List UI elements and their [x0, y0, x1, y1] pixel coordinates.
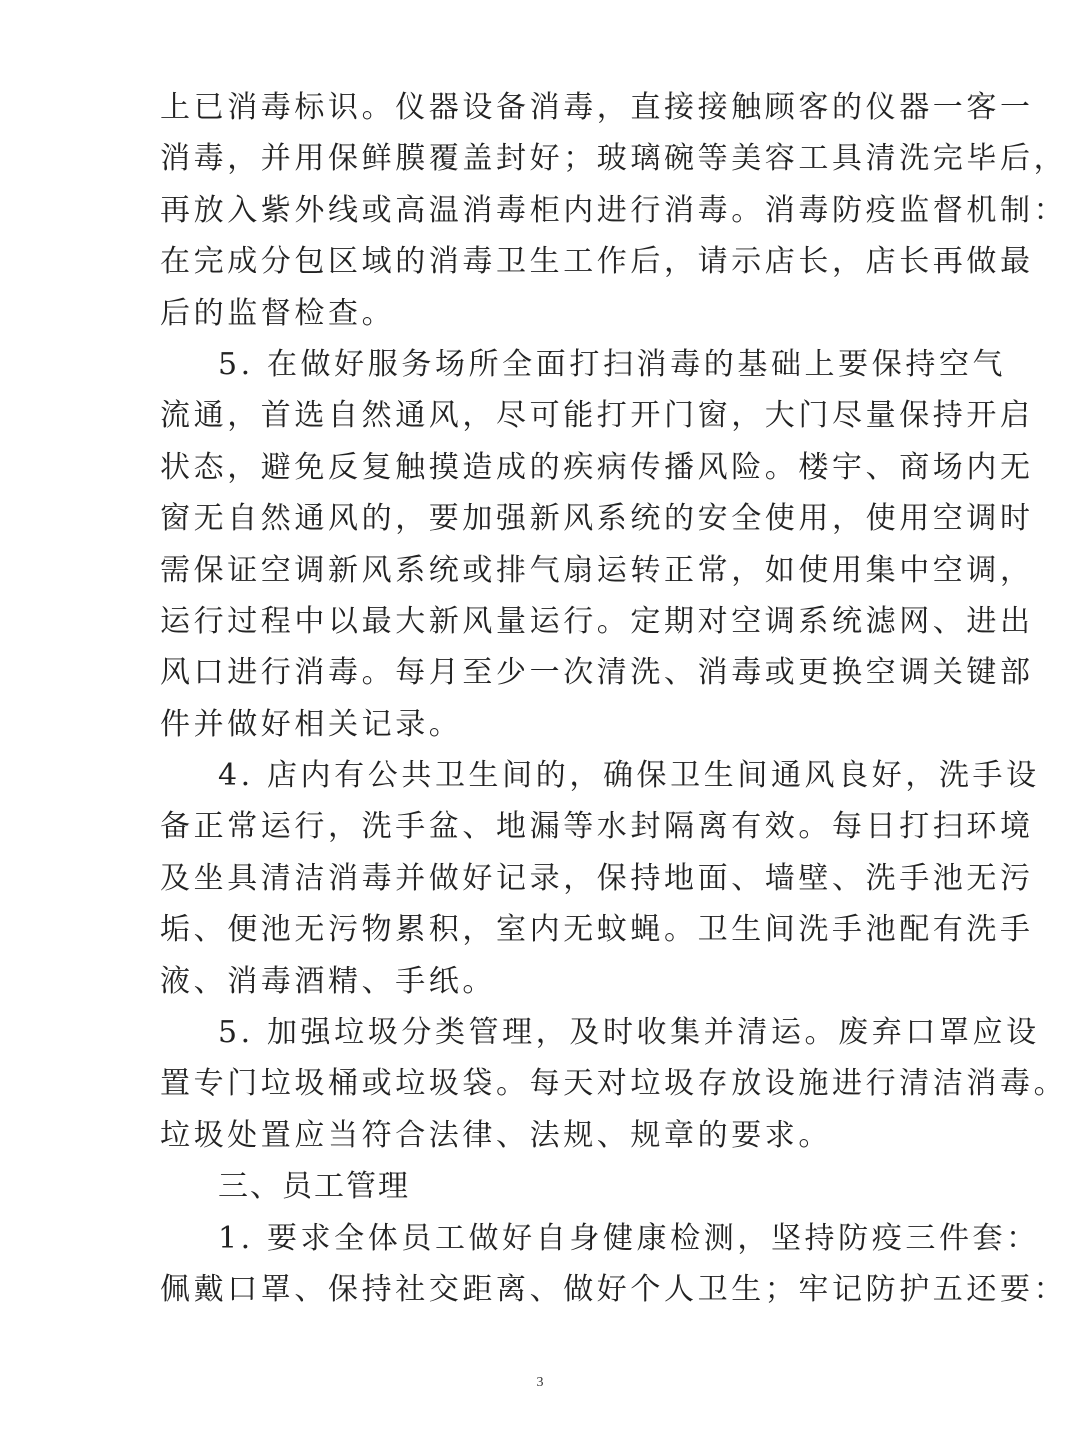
text-line: 及坐具清洁消毒并做好记录，保持地面、墙壁、洗手池无污 — [160, 860, 1034, 896]
text-line: 流通，首选自然通风，尽可能打开门窗，大门尽量保持开启 — [160, 398, 1034, 434]
text-line: 备正常运行，洗手盆、地漏等水封隔离有效。每日打扫环境 — [160, 809, 1034, 845]
section-heading: 三、员工管理 — [218, 1169, 410, 1205]
text-line: 置专门垃圾桶或垃圾袋。每天对垃圾存放设施进行清洁消毒。 — [160, 1066, 1068, 1102]
text-line: 运行过程中以最大新风量运行。定期对空调系统滤网、进出 — [160, 603, 1034, 639]
text-line: 窗无自然通风的，要加强新风系统的安全使用，使用空调时 — [160, 501, 1034, 537]
text-line: 风口进行消毒。每月至少一次清洗、消毒或更换空调关键部 — [160, 655, 1034, 691]
text-line: 1. 要求全体员工做好自身健康检测，坚持防疫三件套： — [218, 1220, 1040, 1256]
document-body — [160, 82, 1068, 1315]
text-line: 再放入紫外线或高温消毒柜内进行消毒。消毒防疫监督机制： — [160, 192, 1068, 228]
text-line: 状态，避免反复触摸造成的疾病传播风险。楼宇、商场内无 — [160, 449, 1034, 485]
text-line: 在完成分包区域的消毒卫生工作后，请示店长，店长再做最 — [160, 244, 1034, 280]
text-line: 液、消毒酒精、手纸。 — [160, 963, 496, 999]
text-line: 5. 加强垃圾分类管理，及时收集并清运。废弃口罩应设 — [218, 1015, 1040, 1051]
text-line: 件并做好相关记录。 — [160, 706, 463, 742]
text-line: 佩戴口罩、保持社交距离、做好个人卫生；牢记防护五还要： — [160, 1271, 1068, 1307]
text-line: 消毒，并用保鲜膜覆盖封好；玻璃碗等美容工具清洗完毕后， — [160, 141, 1068, 177]
text-line: 上已消毒标识。仪器设备消毒，直接接触顾客的仪器一客一 — [160, 90, 1034, 125]
text-line: 需保证空调新风系统或排气扇运转正常，如使用集中空调， — [160, 552, 1034, 588]
text-line: 5. 在做好服务场所全面打扫消毒的基础上要保持空气 — [218, 346, 1007, 382]
text-line: 垃圾处置应当符合法律、法规、规章的要求。 — [160, 1117, 832, 1153]
text-line: 垢、便池无污物累积，室内无蚊蝇。卫生间洗手池配有洗手 — [160, 912, 1034, 948]
text-line: 后的监督检查。 — [160, 295, 396, 331]
text-line: 4. 店内有公共卫生间的，确保卫生间通风良好，洗手设 — [218, 758, 1040, 794]
page-number: 3 — [536, 1375, 544, 1390]
